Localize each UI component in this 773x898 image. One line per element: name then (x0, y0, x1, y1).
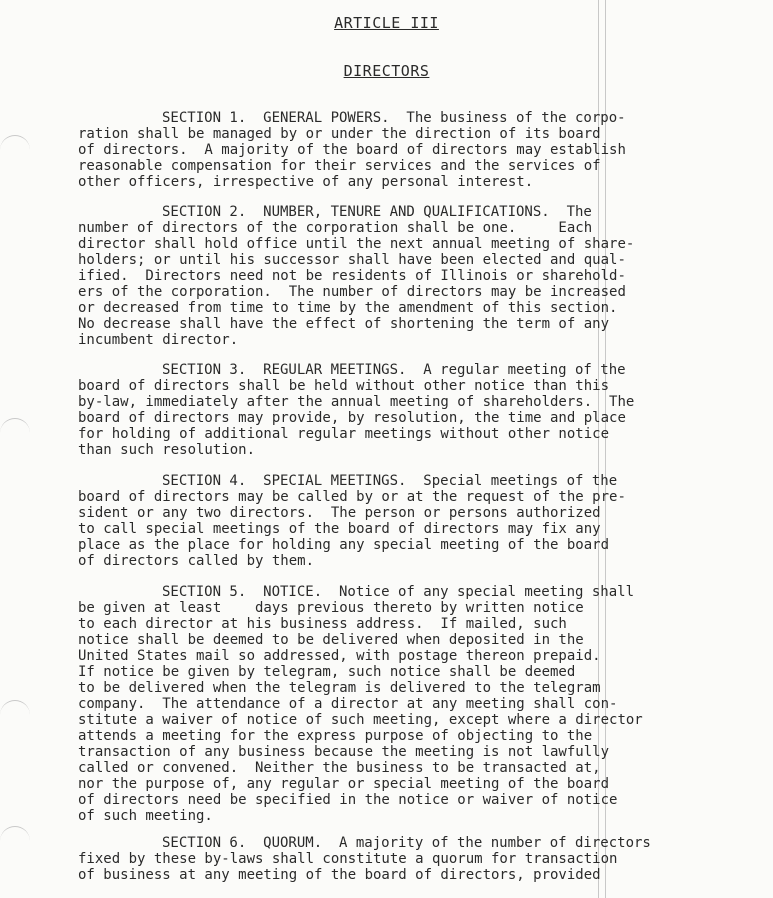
section-1 (78, 110, 702, 190)
text-line: than such resolution. (78, 442, 256, 458)
punch-hole-mark (0, 135, 30, 162)
section-title: DIRECTORS (343, 62, 430, 80)
text-line: sident or any two directors. The person or persons authorized (78, 505, 601, 521)
text-line: ers of the corporation. The number of directors may be increased (78, 284, 626, 300)
text-line: incumbent director. (78, 332, 239, 348)
text-line: place as the place for holding any special meeting of the board (78, 537, 610, 553)
text-line: attends a meeting for the express purpose of objecting to the (78, 728, 593, 744)
text-line: SECTION 5. NOTICE. Notice of any special meeting shall (162, 584, 635, 600)
punch-hole-mark (0, 700, 30, 727)
text-line: of directors called by them. (78, 553, 315, 569)
text-line: of such meeting. (78, 808, 213, 824)
text-line: board of directors may be called by or at the request of the pre- (78, 489, 626, 505)
text-line: to be delivered when the telegram is delivered to the telegram (78, 680, 601, 696)
text-line: called or convened. Neither the business to be transacted at, (78, 760, 601, 776)
text-line: to each director at his business address. If mailed, such (78, 616, 567, 632)
punch-hole-mark (0, 826, 30, 853)
text-line: stitute a waiver of notice of such meeting, except where a director (78, 712, 643, 728)
text-line: fixed by these by-laws shall constitute a quorum for transaction (78, 851, 618, 867)
section-6 (78, 835, 702, 883)
punch-hole-mark (0, 418, 30, 445)
text-line: No decrease shall have the effect of shortening the term of any (78, 316, 610, 332)
text-line: nor the purpose of, any regular or special meeting of the board (78, 776, 610, 792)
section-5 (78, 584, 702, 824)
text-line: transaction of any business because the meeting is not lawfully (78, 744, 610, 760)
text-line: director shall hold office until the next annual meeting of share- (78, 236, 635, 252)
text-line: number of directors of the corporation shall be one. Each (78, 220, 593, 236)
text-line: or decreased from time to time by the amendment of this section. (78, 300, 618, 316)
text-line: United States mail so addressed, with postage thereon prepaid. (78, 648, 601, 664)
article-heading: ARTICLE III (334, 14, 439, 32)
text-line: for holding of additional regular meetings without other notice (78, 426, 610, 442)
text-line: If notice be given by telegram, such notice shall be deemed (78, 664, 576, 680)
text-line: of directors need be specified in the notice or waiver of notice (78, 792, 618, 808)
text-line: of business at any meeting of the board of directors, provided (78, 867, 601, 883)
text-line: to call special meetings of the board of directors may fix any (78, 521, 601, 537)
section-3 (78, 362, 702, 458)
text-line: company. The attendance of a director at any meeting shall con- (78, 696, 618, 712)
text-line: SECTION 1. GENERAL POWERS. The business of the corpo- (162, 110, 626, 126)
text-line: other officers, irrespective of any personal interest. (78, 174, 534, 190)
text-line: reasonable compensation for their services and the services of (78, 158, 601, 174)
text-line: SECTION 3. REGULAR MEETINGS. A regular meeting of the (162, 362, 626, 378)
text-line: of directors. A majority of the board of directors may establish (78, 142, 626, 158)
text-line: notice shall be deemed to be delivered when deposited in the (78, 632, 584, 648)
text-line: holders; or until his successor shall have been elected and qual- (78, 252, 626, 268)
section-2 (78, 204, 702, 348)
text-line: SECTION 2. NUMBER, TENURE AND QUALIFICATIONS. The (162, 204, 592, 220)
text-line: SECTION 6. QUORUM. A majority of the number of directors (162, 835, 651, 851)
text-line: SECTION 4. SPECIAL MEETINGS. Special meetings of the (162, 473, 618, 489)
text-line: by-law, immediately after the annual meeting of shareholders. The (78, 394, 635, 410)
text-line: board of directors may provide, by resolution, the time and place (78, 410, 626, 426)
text-line: be given at least days previous thereto by written notice (78, 600, 584, 616)
text-line: ration shall be managed by or under the direction of its board (78, 126, 601, 142)
text-line: board of directors shall be held without other notice than this (78, 378, 610, 394)
section-4 (78, 473, 702, 569)
text-line: ified. Directors need not be residents of Illinois or sharehold- (78, 268, 626, 284)
